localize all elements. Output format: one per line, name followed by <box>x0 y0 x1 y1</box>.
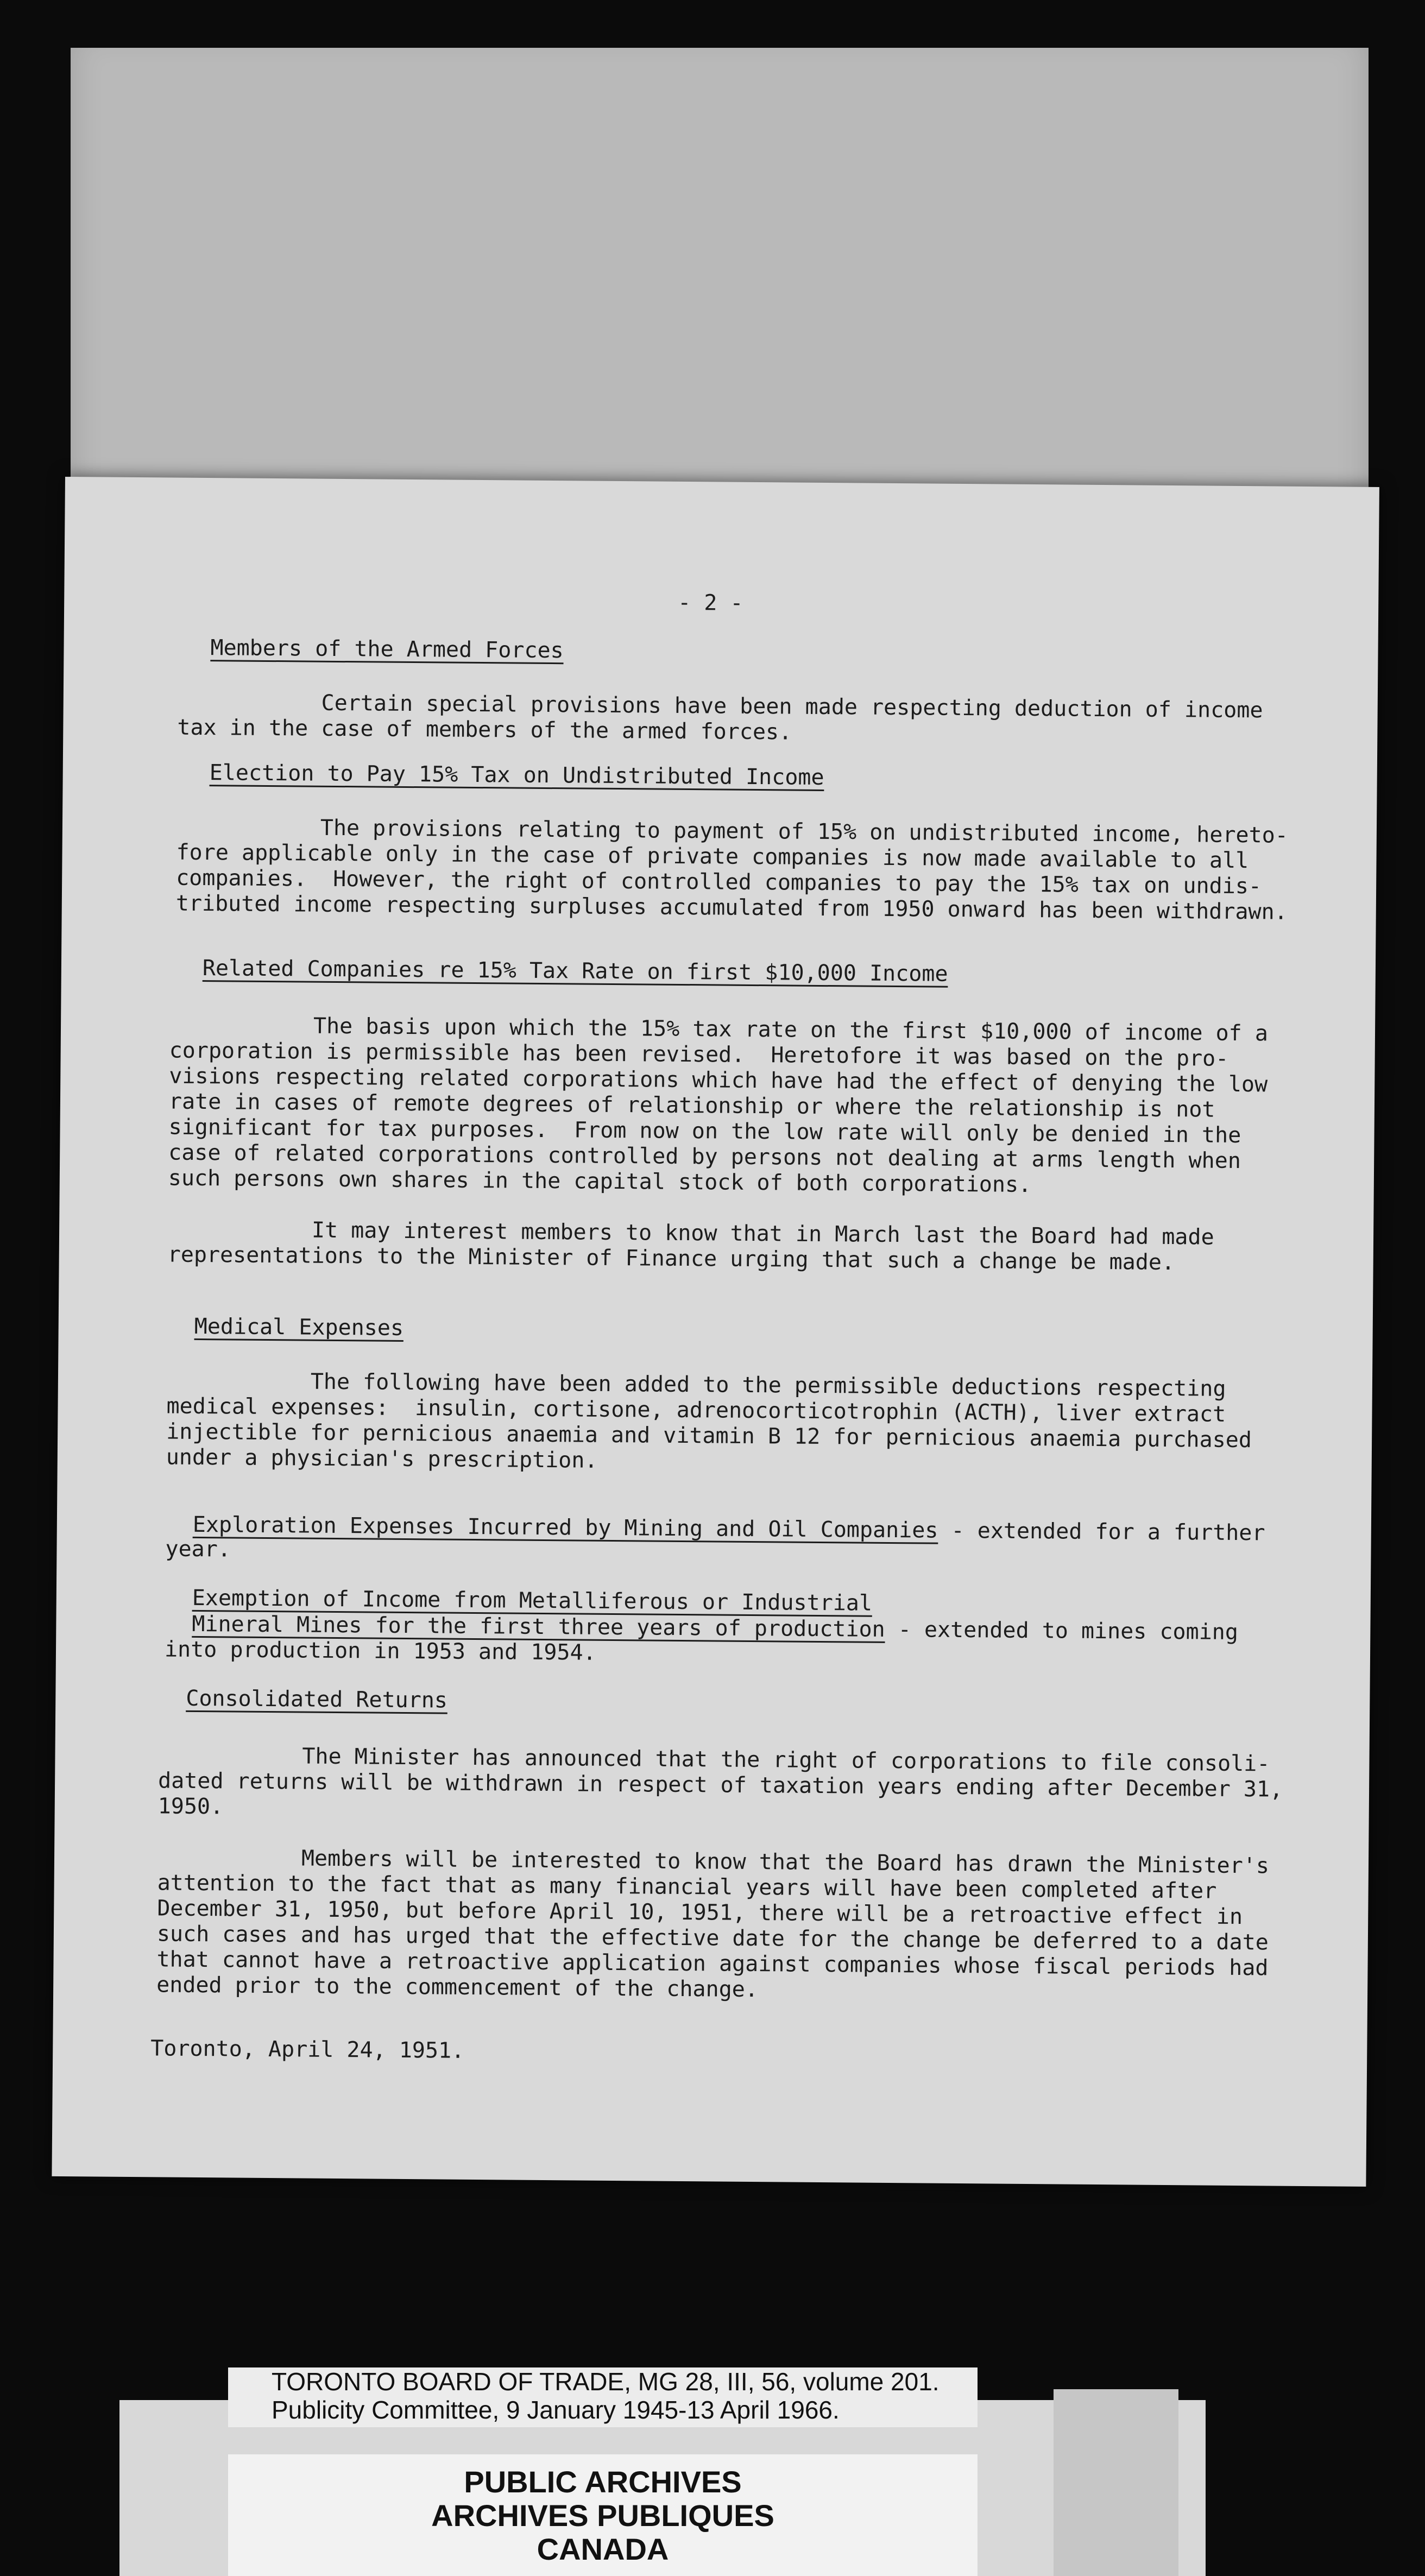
para-mineral-mines: into production in 1953 and 1954. <box>164 1637 596 1665</box>
archives-stamp <box>228 2454 978 2576</box>
archives-stamp-line1: PUBLIC ARCHIVES <box>464 2465 742 2499</box>
para-consolidated-returns: The Minister has announced that the right of corporations to file consoli- dated returns will be withdrawn in respect of taxation years ending after December 31, 1950. Members will be interested to know that the Board has drawn the Minister's attention to the fact that as many financial years will have been completed after December 31, 1950, but before April 10, 1951, there will be a retroactive effect in such cases and has urged that the effective date for the change be deferred to a date that cannot have a retroactive application against companies whose fiscal periods had ended prior to the commencement of the change. <box>156 1742 1283 2003</box>
para-exploration: year. <box>165 1536 231 1562</box>
heading-election-15-tax: Election to Pay 15% Tax on Undistributed Income <box>209 760 824 790</box>
heading-armed-forces: Members of the Armed Forces <box>210 635 564 664</box>
para-armed-forces: Certain special provisions have been made respecting deduction of income tax in the case of members of the armed forces. <box>177 689 1263 745</box>
archives-stamp-line3: CANADA <box>537 2532 669 2566</box>
heading-mineral-mines: Mineral Mines for the first three years of production <box>192 1611 885 1642</box>
exploration-tail: - extended for a further <box>938 1518 1265 1546</box>
archive-reference-line2: Publicity Committee, 9 January 1945-13 April 1966. <box>272 2396 840 2424</box>
page-number: - 2 - <box>678 590 743 616</box>
para-election-15-tax: The provisions relating to payment of 15% on undistributed income, hereto- fore applicable only in the case of private companies is now made available to all companies. However, the right of controlled companies to pay the 15% tax on undis- tributed income respecting surpluses accumulated from 1950 onward has been withdrawn. <box>175 814 1289 925</box>
document-page <box>52 477 1379 2187</box>
para-related-companies: The basis upon which the 15% tax rate on the first $10,000 of income of a corporation is permissible has been revised. Heretofore it was based on the pro- visions respecting related corporations which have had the effect of denying the low rate in cases of remote degrees of relationship or where the relationship is not significant for tax purposes. From now on the low rate will only be denied in the case of related corporations controlled by persons not dealing at arms length when such persons own shares in the capital stock of both corporations. It may interest members to know that in March last the Board had made representations to the Minister of Finance urging that such a change be made. <box>167 1012 1269 1276</box>
para-medical-expenses: The following have been added to the permissible deductions respecting medical expenses: insulin, cortisone, adrenocorticotrophin (ACTH), liver extract injectible for pernicious anaemia and vitamin B 12 for pernicious anaemia purchased under a physician's prescription. <box>166 1368 1252 1473</box>
archives-stamp-line2: ARCHIVES PUBLIQUES <box>431 2498 774 2533</box>
heading-exemption-income: Exemption of Income from Metalliferous or Industrial <box>192 1585 873 1616</box>
heading-medical-expenses: Medical Expenses <box>194 1314 404 1341</box>
mineral-mines-tail: - extended to mines coming <box>885 1617 1239 1645</box>
heading-related-companies: Related Companies re 15% Tax Rate on first $10,000 Income <box>202 956 948 987</box>
heading-consolidated-returns: Consolidated Returns <box>186 1685 448 1713</box>
heading-exploration-expenses: Exploration Expenses Incurred by Mining and Oil Companies <box>192 1512 938 1543</box>
archive-reference-label <box>228 2367 978 2427</box>
signoff-date: Toronto, April 24, 1951. <box>150 2036 465 2063</box>
archive-label-tab <box>1054 2389 1178 2576</box>
archive-reference-line1: TORONTO BOARD OF TRADE, MG 28, III, 56, volume 201. <box>272 2367 940 2396</box>
